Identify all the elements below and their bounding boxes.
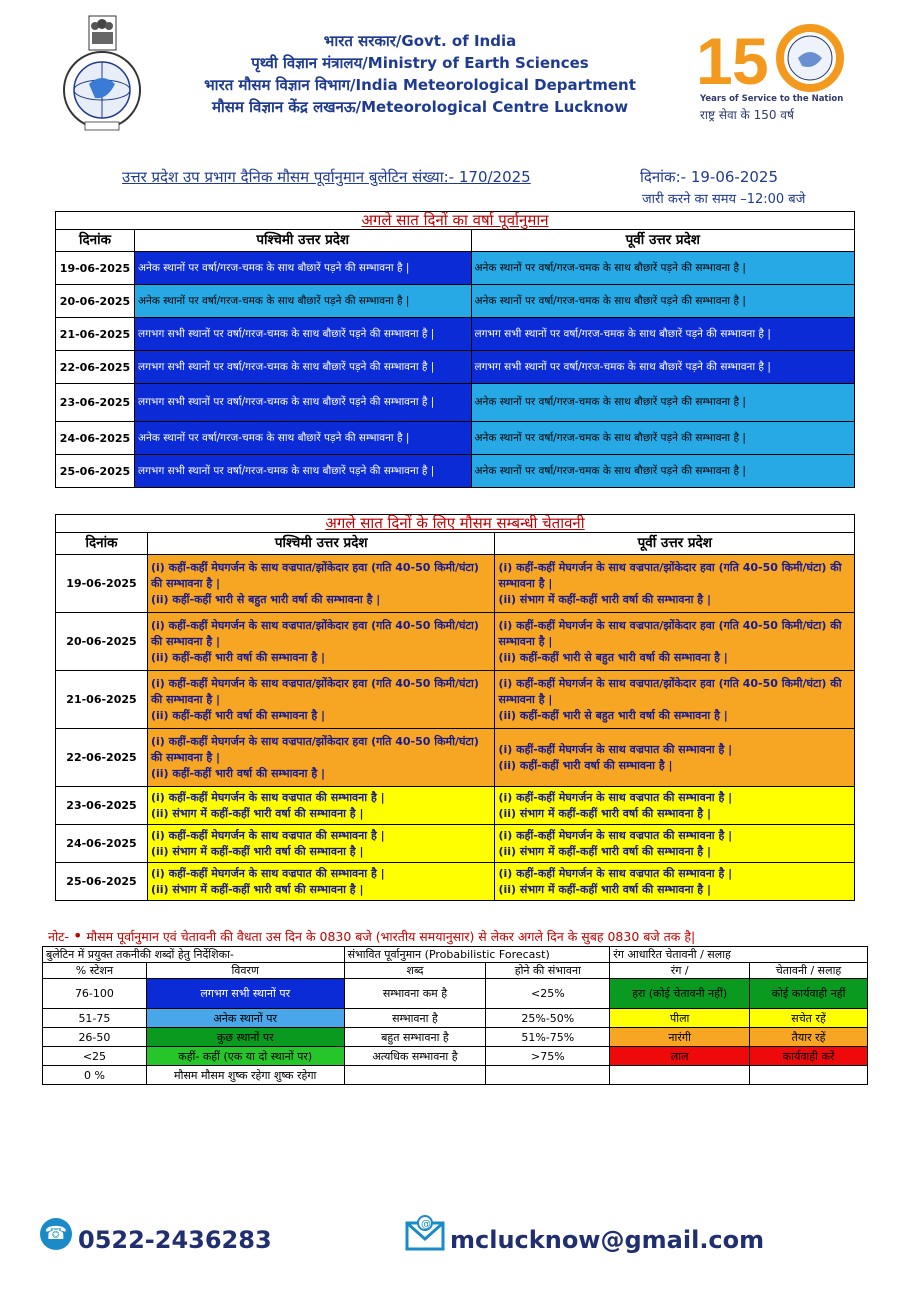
warning-west (147, 787, 495, 825)
table-row (43, 1028, 868, 1047)
warning-date: 19-06-2025 (56, 555, 148, 613)
forecast-header-west: पश्चिमी उत्तर प्रदेश (134, 230, 471, 252)
phone-number[interactable]: 0522-2436283 (78, 1226, 272, 1254)
forecast-east: अनेक स्थानों पर वर्षा/गरज-चमक के साथ बौछारें पड़ने की सम्भावना है | (471, 455, 854, 488)
table-row (56, 455, 855, 488)
warning-west (147, 671, 495, 729)
warning-line: (i) कहीं-कहीं मेघगर्जन के साथ वज्रपात की सम्भावना है | (498, 866, 733, 880)
warning-east (495, 671, 855, 729)
warning-line: (ii) कहीं-कहीं भारी वर्षा की सम्भावना है | (150, 708, 326, 722)
warning-header-east: पूर्वी उत्तर प्रदेश (495, 533, 855, 555)
legend-desc: लगभग सभी स्थानों पर (146, 979, 344, 1009)
warning-line: (i) कहीं-कहीं मेघगर्जन के साथ वज्रपात/झोंकेदार हवा (गति 40-50 किमी/घंटा) की सम्भावना है | (498, 618, 842, 648)
legend-color: हरा (कोई चेतावनी नहीं) (610, 979, 750, 1009)
table-row (56, 384, 855, 422)
legend-desc: कुछ स्थानों पर (146, 1028, 344, 1047)
warning-line: (ii) संभाग में कहीं-कहीं भारी वर्षा की सम्भावना है | (498, 844, 711, 858)
table-row (56, 351, 855, 384)
warning-line: (ii) संभाग में कहीं-कहीं भारी वर्षा की सम्भावना है | (498, 882, 711, 896)
warning-line: (ii) कहीं-कहीं भारी से बहुत भारी वर्षा की सम्भावना है | (498, 650, 728, 664)
legend-prob: 25%-50% (486, 1009, 610, 1028)
150-years-logo-icon (690, 20, 870, 94)
warning-line: (ii) संभाग में कहीं-कहीं भारी वर्षा की सम्भावना है | (150, 882, 364, 896)
email-address[interactable]: mclucknow@gmail.com (450, 1226, 765, 1254)
forecast-date: 21-06-2025 (56, 318, 135, 351)
header-ministry: पृथ्वी विज्ञान मंत्रालय/Ministry of Earth Sciences (251, 54, 589, 72)
header-mc-lucknow: मौसम विज्ञान केंद्र लखनऊ/Meteorological Centre Lucknow (211, 98, 629, 116)
warning-line: (ii) कहीं-कहीं भारी वर्षा की सम्भावना है | (150, 766, 326, 780)
forecast-west: लगभग सभी स्थानों पर वर्षा/गरज-चमक के साथ बौछारें पड़ने की सम्भावना है | (134, 351, 471, 384)
weather-warning-table (55, 514, 855, 901)
warning-west (147, 613, 495, 671)
table-row (56, 863, 855, 901)
warning-date: 21-06-2025 (56, 671, 148, 729)
forecast-east: लगभग सभी स्थानों पर वर्षा/गरज-चमक के साथ बौछारें पड़ने की सम्भावना है | (471, 318, 854, 351)
legend-word: अत्यधिक सम्भावना है (344, 1047, 486, 1066)
legend-sub-desc: विवरण (146, 963, 344, 979)
header-govt: भारत सरकार/Govt. of India (323, 32, 517, 50)
warning-line: (i) कहीं-कहीं मेघगर्जन के साथ वज्रपात/झोंकेदार हवा (गति 40-50 किमी/घंटा) की सम्भावना है | (150, 560, 479, 590)
warning-east (495, 729, 855, 787)
table-row (43, 1047, 868, 1066)
warning-west (147, 729, 495, 787)
table-row (43, 1066, 868, 1085)
forecast-east: अनेक स्थानों पर वर्षा/गरज-चमक के साथ बौछारें पड़ने की सम्भावना है | (471, 422, 854, 455)
table-row (56, 671, 855, 729)
legend-pct: 76-100 (43, 979, 147, 1009)
forecast-east: अनेक स्थानों पर वर्षा/गरज-चमक के साथ बौछारें पड़ने की सम्भावना है | (471, 252, 854, 285)
warning-line: (i) कहीं-कहीं मेघगर्जन के साथ वज्रपात/झोंकेदार हवा (गति 40-50 किमी/घंटा) की सम्भावना है | (498, 676, 842, 706)
legend-pct: <25 (43, 1047, 147, 1066)
warning-west (147, 555, 495, 613)
table-row (56, 422, 855, 455)
legend-color: नारंगी (610, 1028, 750, 1047)
note-text: मौसम पूर्वानुमान एवं चेतावनी की वैधता उस दिन के 0830 बजे (भारतीय समयानुसार) से लेकर अगले दिन के सुबह 0830 बजे तक है| (86, 929, 696, 944)
rainfall-forecast-table (55, 211, 855, 488)
legend-word: बहुत सम्भावना है (344, 1028, 486, 1047)
legend-color: लाल (610, 1047, 750, 1066)
bulletin-title: उत्तर प्रदेश उप प्रभाग दैनिक मौसम पूर्वानुमान बुलेटिन संख्या:- 170/2025 (122, 168, 531, 186)
warning-line: (i) कहीं-कहीं मेघगर्जन के साथ वज्रपात की सम्भावना है | (498, 742, 733, 756)
warning-line: (i) कहीं-कहीं मेघगर्जन के साथ वज्रपात की सम्भावना है | (498, 828, 733, 842)
legend-pct: 0 % (43, 1066, 147, 1085)
forecast-date: 25-06-2025 (56, 455, 135, 488)
warning-east (495, 825, 855, 863)
warning-line: (i) कहीं-कहीं मेघगर्जन के साथ वज्रपात की सम्भावना है | (150, 828, 385, 842)
legend-desc: मौसम मौसम शुष्क रहेगा शुष्क रहेगा (146, 1066, 344, 1085)
forecast-west: अनेक स्थानों पर वर्षा/गरज-चमक के साथ बौछारें पड़ने की सम्भावना है | (134, 252, 471, 285)
warning-line: (ii) कहीं-कहीं भारी वर्षा की सम्भावना है | (150, 650, 326, 664)
warning-caption: अगले सात दिनों के लिए मौसम सम्बन्धी चेतावनी (56, 515, 855, 533)
bulletin-date: दिनांक:- 19-06-2025 (640, 168, 778, 186)
legend-pct: 26-50 (43, 1028, 147, 1047)
forecast-west: लगभग सभी स्थानों पर वर्षा/गरज-चमक के साथ बौछारें पड़ने की सम्भावना है | (134, 455, 471, 488)
warning-line: (ii) संभाग में कहीं-कहीं भारी वर्षा की सम्भावना है | (498, 806, 711, 820)
table-row (56, 729, 855, 787)
warning-header-west: पश्चिमी उत्तर प्रदेश (147, 533, 495, 555)
warning-date: 25-06-2025 (56, 863, 148, 901)
legend-word (344, 1066, 486, 1085)
warning-header-date: दिनांक (56, 533, 148, 555)
forecast-header-date: दिनांक (56, 230, 135, 252)
table-row (43, 979, 868, 1009)
svg-text:@: @ (421, 1219, 431, 1230)
note-prefix: नोट- (48, 929, 69, 944)
warning-west (147, 825, 495, 863)
legend-table (42, 946, 868, 1085)
logo-sub-en: Years of Service to the Nation (700, 94, 844, 104)
table-row (56, 555, 855, 613)
warning-line: (i) कहीं-कहीं मेघगर्जन के साथ वज्रपात/झोंकेदार हवा (गति 40-50 किमी/घंटा) की सम्भावना है | (150, 676, 479, 706)
forecast-date: 19-06-2025 (56, 252, 135, 285)
legend-title-terms: बुलेटिन में प्रयुक्त तकनीकी शब्दों हेतु निर्देशिका- (43, 947, 345, 963)
forecast-date: 20-06-2025 (56, 285, 135, 318)
legend-desc: कहीं- कहीं (एक या दो स्थानों पर) (146, 1047, 344, 1066)
warning-east (495, 555, 855, 613)
legend-prob (486, 1066, 610, 1085)
forecast-date: 24-06-2025 (56, 422, 135, 455)
warning-east (495, 613, 855, 671)
legend-sub-color: रंग / (610, 963, 750, 979)
table-row (56, 825, 855, 863)
phone-icon: ☎ (40, 1218, 72, 1250)
legend-advice (750, 1066, 868, 1085)
legend-color: पीला (610, 1009, 750, 1028)
warning-line: (ii) कहीं-कहीं भारी से बहुत भारी वर्षा की सम्भावना है | (498, 708, 728, 722)
legend-word: सम्भावना है (344, 1009, 486, 1028)
forecast-west: लगभग सभी स्थानों पर वर्षा/गरज-चमक के साथ बौछारें पड़ने की सम्भावना है | (134, 318, 471, 351)
warning-date: 24-06-2025 (56, 825, 148, 863)
legend-advice: सचेत रहें (750, 1009, 868, 1028)
warning-line: (i) कहीं-कहीं मेघगर्जन के साथ वज्रपात की सम्भावना है | (150, 790, 385, 804)
table-row (56, 252, 855, 285)
forecast-header-east: पूर्वी उत्तर प्रदेश (471, 230, 854, 252)
warning-line: (i) कहीं-कहीं मेघगर्जन के साथ वज्रपात/झोंकेदार हवा (गति 40-50 किमी/घंटा) की सम्भावना है | (150, 618, 479, 648)
note-bullet: • (72, 926, 83, 945)
legend-pct: 51-75 (43, 1009, 147, 1028)
svg-text:5: 5 (732, 24, 769, 94)
logo-150-years (690, 20, 870, 130)
legend-prob: 51%-75% (486, 1028, 610, 1047)
legend-sub-prob: होने की संभावना (486, 963, 610, 979)
legend-sub-advice: चेतावनी / सलाह (750, 963, 868, 979)
warning-east (495, 787, 855, 825)
warning-line: (ii) कहीं-कहीं भारी से बहुत भारी वर्षा की सम्भावना है | (150, 592, 381, 606)
table-row (43, 1009, 868, 1028)
legend-advice: कार्यवाही करें (750, 1047, 868, 1066)
svg-text:1: 1 (696, 24, 733, 94)
forecast-date: 22-06-2025 (56, 351, 135, 384)
logo-sub-hi: राष्ट्र सेवा के 150 वर्ष (700, 108, 794, 122)
table-row (56, 613, 855, 671)
forecast-date: 23-06-2025 (56, 384, 135, 422)
legend-advice: तैयार रहें (750, 1028, 868, 1047)
legend-advice: कोई कार्यवाही नहीं (750, 979, 868, 1009)
warning-line: (ii) संभाग में कहीं-कहीं भारी वर्षा की सम्भावना है | (150, 844, 364, 858)
warning-line: (ii) कहीं-कहीं भारी वर्षा की सम्भावना है | (498, 758, 673, 772)
legend-word: सम्भावना कम है (344, 979, 486, 1009)
warning-date: 22-06-2025 (56, 729, 148, 787)
forecast-east: लगभग सभी स्थानों पर वर्षा/गरज-चमक के साथ बौछारें पड़ने की सम्भावना है | (471, 351, 854, 384)
legend-prob: >75% (486, 1047, 610, 1066)
bulletin-issue-time: जारी करने का समय –12:00 बजे (642, 192, 806, 207)
validity-note (48, 926, 695, 945)
forecast-east: अनेक स्थानों पर वर्षा/गरज-चमक के साथ बौछारें पड़ने की सम्भावना है | (471, 384, 854, 422)
legend-prob: <25% (486, 979, 610, 1009)
warning-line: (i) कहीं-कहीं मेघगर्जन के साथ वज्रपात/झोंकेदार हवा (गति 40-50 किमी/घंटा) की सम्भावना है | (150, 734, 479, 764)
header-titles (160, 30, 680, 118)
warning-line: (i) कहीं-कहीं मेघगर्जन के साथ वज्रपात की सम्भावना है | (498, 790, 733, 804)
table-row (56, 285, 855, 318)
warning-date: 20-06-2025 (56, 613, 148, 671)
legend-title-color: रंग आधारित चेतावनी / सलाह (610, 947, 868, 963)
forecast-caption: अगले सात दिनों का वर्षा पूर्वानुमान (56, 212, 855, 230)
warning-west (147, 863, 495, 901)
legend-desc: अनेक स्थानों पर (146, 1009, 344, 1028)
forecast-west: अनेक स्थानों पर वर्षा/गरज-चमक के साथ बौछारें पड़ने की सम्भावना है | (134, 422, 471, 455)
imd-logo-icon (55, 14, 150, 134)
table-row (56, 787, 855, 825)
warning-date: 23-06-2025 (56, 787, 148, 825)
forecast-east: अनेक स्थानों पर वर्षा/गरज-चमक के साथ बौछारें पड़ने की सम्भावना है | (471, 285, 854, 318)
table-row (56, 318, 855, 351)
warning-line: (i) कहीं-कहीं मेघगर्जन के साथ वज्रपात/झोंकेदार हवा (गति 40-50 किमी/घंटा) की सम्भावना है | (498, 560, 842, 590)
legend-sub-station: % स्टेशन (43, 963, 147, 979)
legend-sub-word: शब्द (344, 963, 486, 979)
legend-color (610, 1066, 750, 1085)
ashoka-emblem (55, 14, 150, 134)
forecast-west: लगभग सभी स्थानों पर वर्षा/गरज-चमक के साथ बौछारें पड़ने की सम्भावना है | (134, 384, 471, 422)
warning-line: (ii) संभाग में कहीं-कहीं भारी वर्षा की सम्भावना है | (150, 806, 364, 820)
warning-line: (ii) संभाग में कहीं-कहीं भारी वर्षा की सम्भावना है | (498, 592, 711, 606)
warning-line: (i) कहीं-कहीं मेघगर्जन के साथ वज्रपात की सम्भावना है | (150, 866, 385, 880)
header-imd: भारत मौसम विज्ञान विभाग/India Meteorological Department (204, 76, 636, 94)
legend-title-prob: संभावित पूर्वानुमान (Probabilistic Forecast) (344, 947, 610, 963)
mail-icon (405, 1215, 445, 1251)
warning-east (495, 863, 855, 901)
forecast-west: अनेक स्थानों पर वर्षा/गरज-चमक के साथ बौछारें पड़ने की सम्भावना है | (134, 285, 471, 318)
